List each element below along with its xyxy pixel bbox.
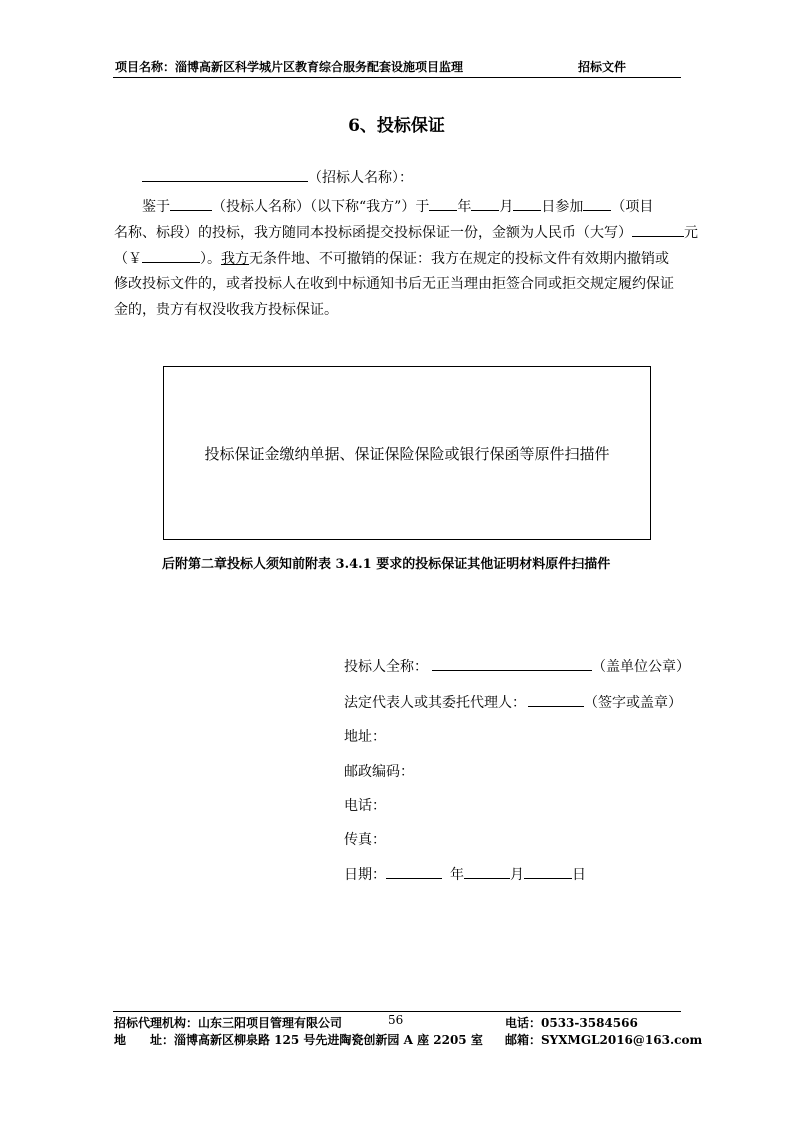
attachment-note: 后附第二章投标人须知前附表 3.4.1 要求的投标保证其他证明材料原件扫描件: [162, 557, 611, 572]
blank-date-month: [464, 864, 510, 879]
sig-date-year: 年: [450, 867, 464, 883]
header-doc-type: 招标文件: [578, 60, 627, 74]
addressee-line: [142, 167, 413, 188]
blank-month: [471, 196, 499, 211]
sig-date: [344, 864, 586, 885]
text-yuan: 元: [684, 225, 698, 241]
text-jianyu: 鉴于: [142, 199, 170, 215]
addressee-suffix: （招标人名称）：: [308, 170, 413, 186]
body-line-5: 金的，贵方有权没收我方投标保证。: [114, 302, 338, 318]
page-number: 56: [388, 1013, 404, 1027]
text-amount: 名称、标段）的投标，我方随同本投标函提交投标保证一份，金额为人民币（大写）: [114, 225, 632, 241]
blank-tenderer-name: [142, 167, 308, 182]
blank-representative: [528, 692, 584, 707]
footer-phone: 电话：0533-3584566: [505, 1016, 638, 1030]
sig-phone: 电话：: [344, 798, 386, 814]
text-bidder: （投标人名称）（以下称“我方”）于: [212, 199, 430, 215]
sig-bidder-label: 投标人全称：: [344, 659, 428, 675]
header-project-name: 项目名称：淄博高新区科学城片区教育综合服务配套设施项目监理: [115, 60, 464, 74]
text-wofang: 我方: [221, 251, 249, 267]
sig-bidder-suffix: （盖单位公章）: [592, 659, 690, 675]
text-project: （项目: [611, 199, 654, 215]
sig-postcode: 邮政编码：: [344, 764, 414, 780]
blank-project: [583, 196, 611, 211]
text-year: 年: [457, 199, 472, 215]
footer-email: 邮箱：SYXMGL2016@163.com: [505, 1033, 703, 1047]
blank-day: [513, 196, 541, 211]
blank-amount-words: [632, 222, 684, 237]
text-day-join: 日参加: [541, 199, 584, 215]
text-guarantee: 无条件地、不可撤销的保证：我方在规定的投标文件有效期内撤销或: [249, 251, 669, 267]
sig-date-month: 月: [510, 867, 524, 883]
blank-amount-figures: [142, 248, 200, 263]
blank-bidder-name: [170, 196, 212, 211]
sig-date-label: 日期：: [344, 867, 386, 883]
sig-rep-label: 法定代表人或其委托代理人：: [344, 695, 526, 711]
footer-address: 地 址：淄博高新区柳泉路 125 号先进陶瓷创新园 A 座 2205 室: [114, 1033, 483, 1047]
body-line-3: [114, 248, 669, 269]
header-rule: [113, 77, 681, 78]
scan-placeholder-text: 投标保证金缴纳单据、保证保险保险或银行保函等原件扫描件: [204, 444, 610, 463]
blank-date-year: [386, 864, 442, 879]
section-title: 6、投标保证: [348, 116, 445, 136]
blank-date-day: [524, 864, 572, 879]
sig-bidder: [344, 656, 690, 677]
text-yen-close: ）。: [200, 251, 221, 267]
sig-date-day: 日: [572, 867, 586, 883]
blank-year: [429, 196, 457, 211]
footer-rule: [113, 1011, 681, 1012]
text-yen-open: （￥: [114, 251, 142, 267]
text-month: 月: [499, 199, 514, 215]
sig-address: 地址：: [344, 729, 386, 745]
sig-rep-suffix: （签字或盖章）: [584, 695, 682, 711]
footer-agency: 招标代理机构：山东三阳项目管理有限公司: [114, 1016, 343, 1030]
body-line-4: 修改投标文件的，或者投标人在收到中标通知书后无正当理由拒签合同或拒交规定履约保证: [114, 276, 674, 292]
body-line-2: [114, 222, 698, 243]
sig-fax: 传真：: [344, 832, 386, 848]
scan-placeholder-box: [163, 366, 651, 540]
blank-bidder-full-name: [432, 656, 592, 671]
sig-representative: [344, 692, 682, 713]
body-line-1: [142, 196, 653, 217]
